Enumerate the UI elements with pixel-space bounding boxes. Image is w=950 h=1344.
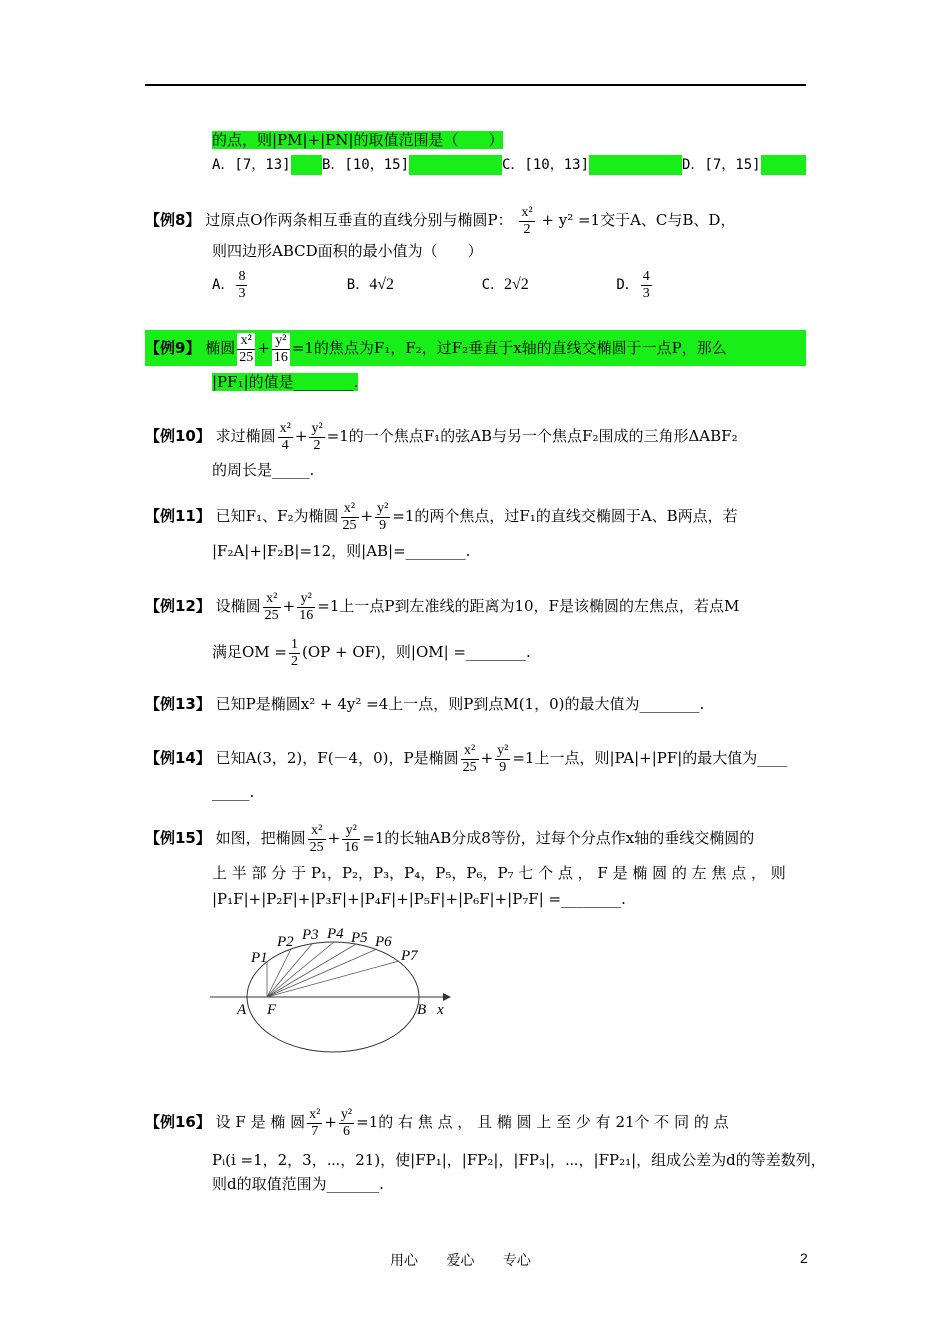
label-f: F [267,1002,277,1018]
example-text: 椭圆 [205,339,236,357]
example-8-options [212,266,654,303]
example-text: 已知A(3，2)，F(－4，0)，P是椭圆 [215,749,459,767]
example-11-line2: |F₂A|+|F₂B|=12，则|AB|=________. [212,542,471,560]
example-label: 【例10】 [145,427,211,445]
label-x: x [437,1002,444,1018]
point-label-p3: P3 [302,927,319,943]
example-label: 【例13】 [145,695,211,713]
example-8-line2: 则四边形ABCD面积的最小值为（ ） [212,242,483,260]
example-15-line2: 上 半 部 分 于 P₁，P₂，P₃，P₄，P₅，P₆，P₇ 七 个 点 ， F 是 椭 圆 的 左 焦 点 ， 则 [212,864,786,882]
example-text: =1的一个焦点F₁的弦AB与另一个焦点F₂围成的三角形ΔABF₂ [326,427,738,445]
x-axis-arrow [443,993,451,1001]
fraction: $\frac{\text{y²}}{9}$ [497,742,509,775]
point-label-p5: P5 [351,930,368,946]
example-15: 【例15】 如图，把椭圆 $\frac{\text{x²}}{25}$ + $\frac{\text{y²}}{16}$ =1的长轴AB分成8等份，过每个分点作x轴的垂线交椭圆的 [145,822,755,855]
fraction: $\frac{\text{y²}}{16}$ [299,590,314,623]
option-a: A． $\frac{8}{3}$ [212,268,246,301]
example-16-line3: 则d的取值范围为_______. [212,1175,384,1193]
fraction: $\frac{\text{x²}}{25}$ [309,822,324,855]
example-text: =1的焦点为F₁，F₂，过F₂垂直于x轴的直线交椭圆于一点P，那么 [291,339,727,357]
footer-text: 用心 爱心 专心 [390,1253,531,1269]
example-10-line2: 的周长是_____. [212,461,315,479]
point-label-p4: P4 [327,926,344,942]
option-d: D． $\frac{4}{3}$ [616,268,650,301]
example-text: 设 F 是 椭 圆 [215,1113,306,1131]
example-text: 已知P是椭圆x² + 4y² =4上一点，则P到点M(1，0)的最大值为________. [215,695,705,713]
option-a: A．[7，13] [212,157,291,173]
fraction: $\frac{\text{y²}}{9}$ [377,500,389,533]
option-c: C．2√2 [481,276,529,293]
point-label-p7: P7 [401,948,418,964]
example-14-line2: _____. [212,783,255,801]
example-text: 求过椭圆 [215,427,276,445]
example-13 [145,694,704,714]
example-label: 【例16】 [145,1113,211,1131]
ellipse-figure [205,922,455,1057]
example-text: (OP + OF)，则|OM| =________. [302,643,531,661]
option-c: C．[10，13] [502,157,590,173]
point-label-p1: P1 [251,950,268,966]
options-highlight [212,155,806,175]
option-b: B．[10，15] [322,157,410,173]
fraction: $\frac{\text{x²}}{4}$ [279,420,291,453]
page-number: 2 [800,1250,808,1266]
example-text: 过原点O作两条相互垂直的直线分别与椭圆P： [205,211,513,229]
continued-question-line [212,130,503,150]
fraction: $\frac{\text{y²}}{16}$ [344,822,359,855]
example-text: =1上一点，则|PA|+|PF|的最大值为____ [512,749,788,767]
example-text: 已知F₁、F₂为椭圆 [215,507,339,525]
example-text: =1上一点P到左准线的距离为10，F是该椭圆的左焦点，若点M [317,597,740,615]
example-11: 【例11】 已知F₁、F₂为椭圆 $\frac{\text{x²}}{25}$ + $\frac{\text{y²}}{9}$ =1的两个焦点，过F₁的直线交椭圆于A、B两点，若 [145,500,738,533]
point-label-p6: P6 [375,934,392,950]
continued-question-text: 的点，则|PM|+|PN|的取值范围是（ ） [212,131,504,149]
example-12: 【例12】 设椭圆 $\frac{\text{x²}}{25}$ + $\frac{\text{y²}}{16}$ =1上一点P到左准线的距离为10，F是该椭圆的左焦点，若点M [145,590,740,623]
label-b: B [417,1002,427,1018]
fraction: $\frac{\text{y²}}{2}$ [311,420,323,453]
fraction: $\frac{\text{x²}}{25}$ [239,332,254,365]
example-label: 【例14】 [145,749,211,767]
option-b: B．4√2 [346,276,394,293]
label-a: A [237,1002,247,1018]
example-text: =1的 右 焦 点 ， 且 椭 圆 上 至 少 有 21个 不 同 的 点 [356,1113,729,1131]
example-label: 【例11】 [145,507,211,525]
fraction: $\frac{\text{x²}}{25}$ [264,590,279,623]
example-text: |PF₁|的值是________. [212,373,359,391]
fraction: $\frac{\text{x²}}{25}$ [342,500,357,533]
example-text: 满足OM = [212,643,287,661]
fraction: $\frac{\text{y²}}{16}$ [273,332,288,365]
example-15-line3: |P₁F|+|P₂F|+|P₃F|+|P₄F|+|P₅F|+|P₆F|+|P₇F| =________. [212,890,626,908]
fraction: $\frac{\text{x²}}{7}$ [309,1106,321,1139]
header-rule [145,84,806,86]
example-16: 【例16】 设 F 是 椭 圆 $\frac{\text{x²}}{7}$ + $\frac{\text{y²}}{6}$ =1的 右 焦 点 ， 且 椭 圆 上 至 少 有 21个 不 同 的 点 [145,1106,729,1139]
fraction: $\frac{1}{2}$ [291,636,298,669]
example-label: 【例12】 [145,597,211,615]
continued-options [212,155,806,180]
fraction: $\frac{\text{y²}}{6}$ [340,1106,353,1139]
example-16-line2: Pᵢ(i =1，2，3，⋯，21)，使|FP₁|，|FP₂|，|FP₃|，⋯，|FP₂₁|，组成公差为d的等差数列， [212,1151,826,1169]
example-8 [145,202,735,238]
example-9-line2 [212,372,358,392]
example-text: =1的两个焦点，过F₁的直线交椭圆于A、B两点，若 [392,507,738,525]
example-label: 【例9】 [145,339,201,357]
fraction: $\frac{\text{x²}}{25}$ [462,742,477,775]
example-9-highlight: 【例9】 椭圆 $\frac{\text{x²}}{25}$ + $\frac{\text{y²}}{16}$ =1的焦点为F₁，F₂，过F₂垂直于x轴的直线交椭圆于一点P，那么 [145,330,806,366]
example-10: 【例10】 求过椭圆 $\frac{\text{x²}}{4}$ + $\frac{\text{y²}}{2}$ =1的一个焦点F₁的弦AB与另一个焦点F₂围成的三角形ΔABF₂ [145,420,738,453]
fraction: $\frac{\text{x²}}{2}$ [521,204,533,237]
example-text: =1的长轴AB分成8等份，过每个分点作x轴的垂线交椭圆的 [362,829,755,847]
example-12-line2 [212,634,531,670]
example-9 [145,330,806,366]
example-14: 【例14】 已知A(3，2)，F(－4，0)，P是椭圆 $\frac{\text{x²}}{25}$ + $\frac{\text{y²}}{9}$ =1上一点，则|PA|+|PF|的最大值为____ [145,742,788,775]
example-text: + y² =1交于A、C与B、D， [541,211,736,229]
example-text: 设椭圆 [215,597,261,615]
option-d: D．[7，15] [682,157,761,173]
example-label: 【例15】 [145,829,211,847]
example-text: 如图，把椭圆 [215,829,306,847]
point-label-p2: P2 [277,934,294,950]
example-label: 【例8】 [145,211,201,229]
